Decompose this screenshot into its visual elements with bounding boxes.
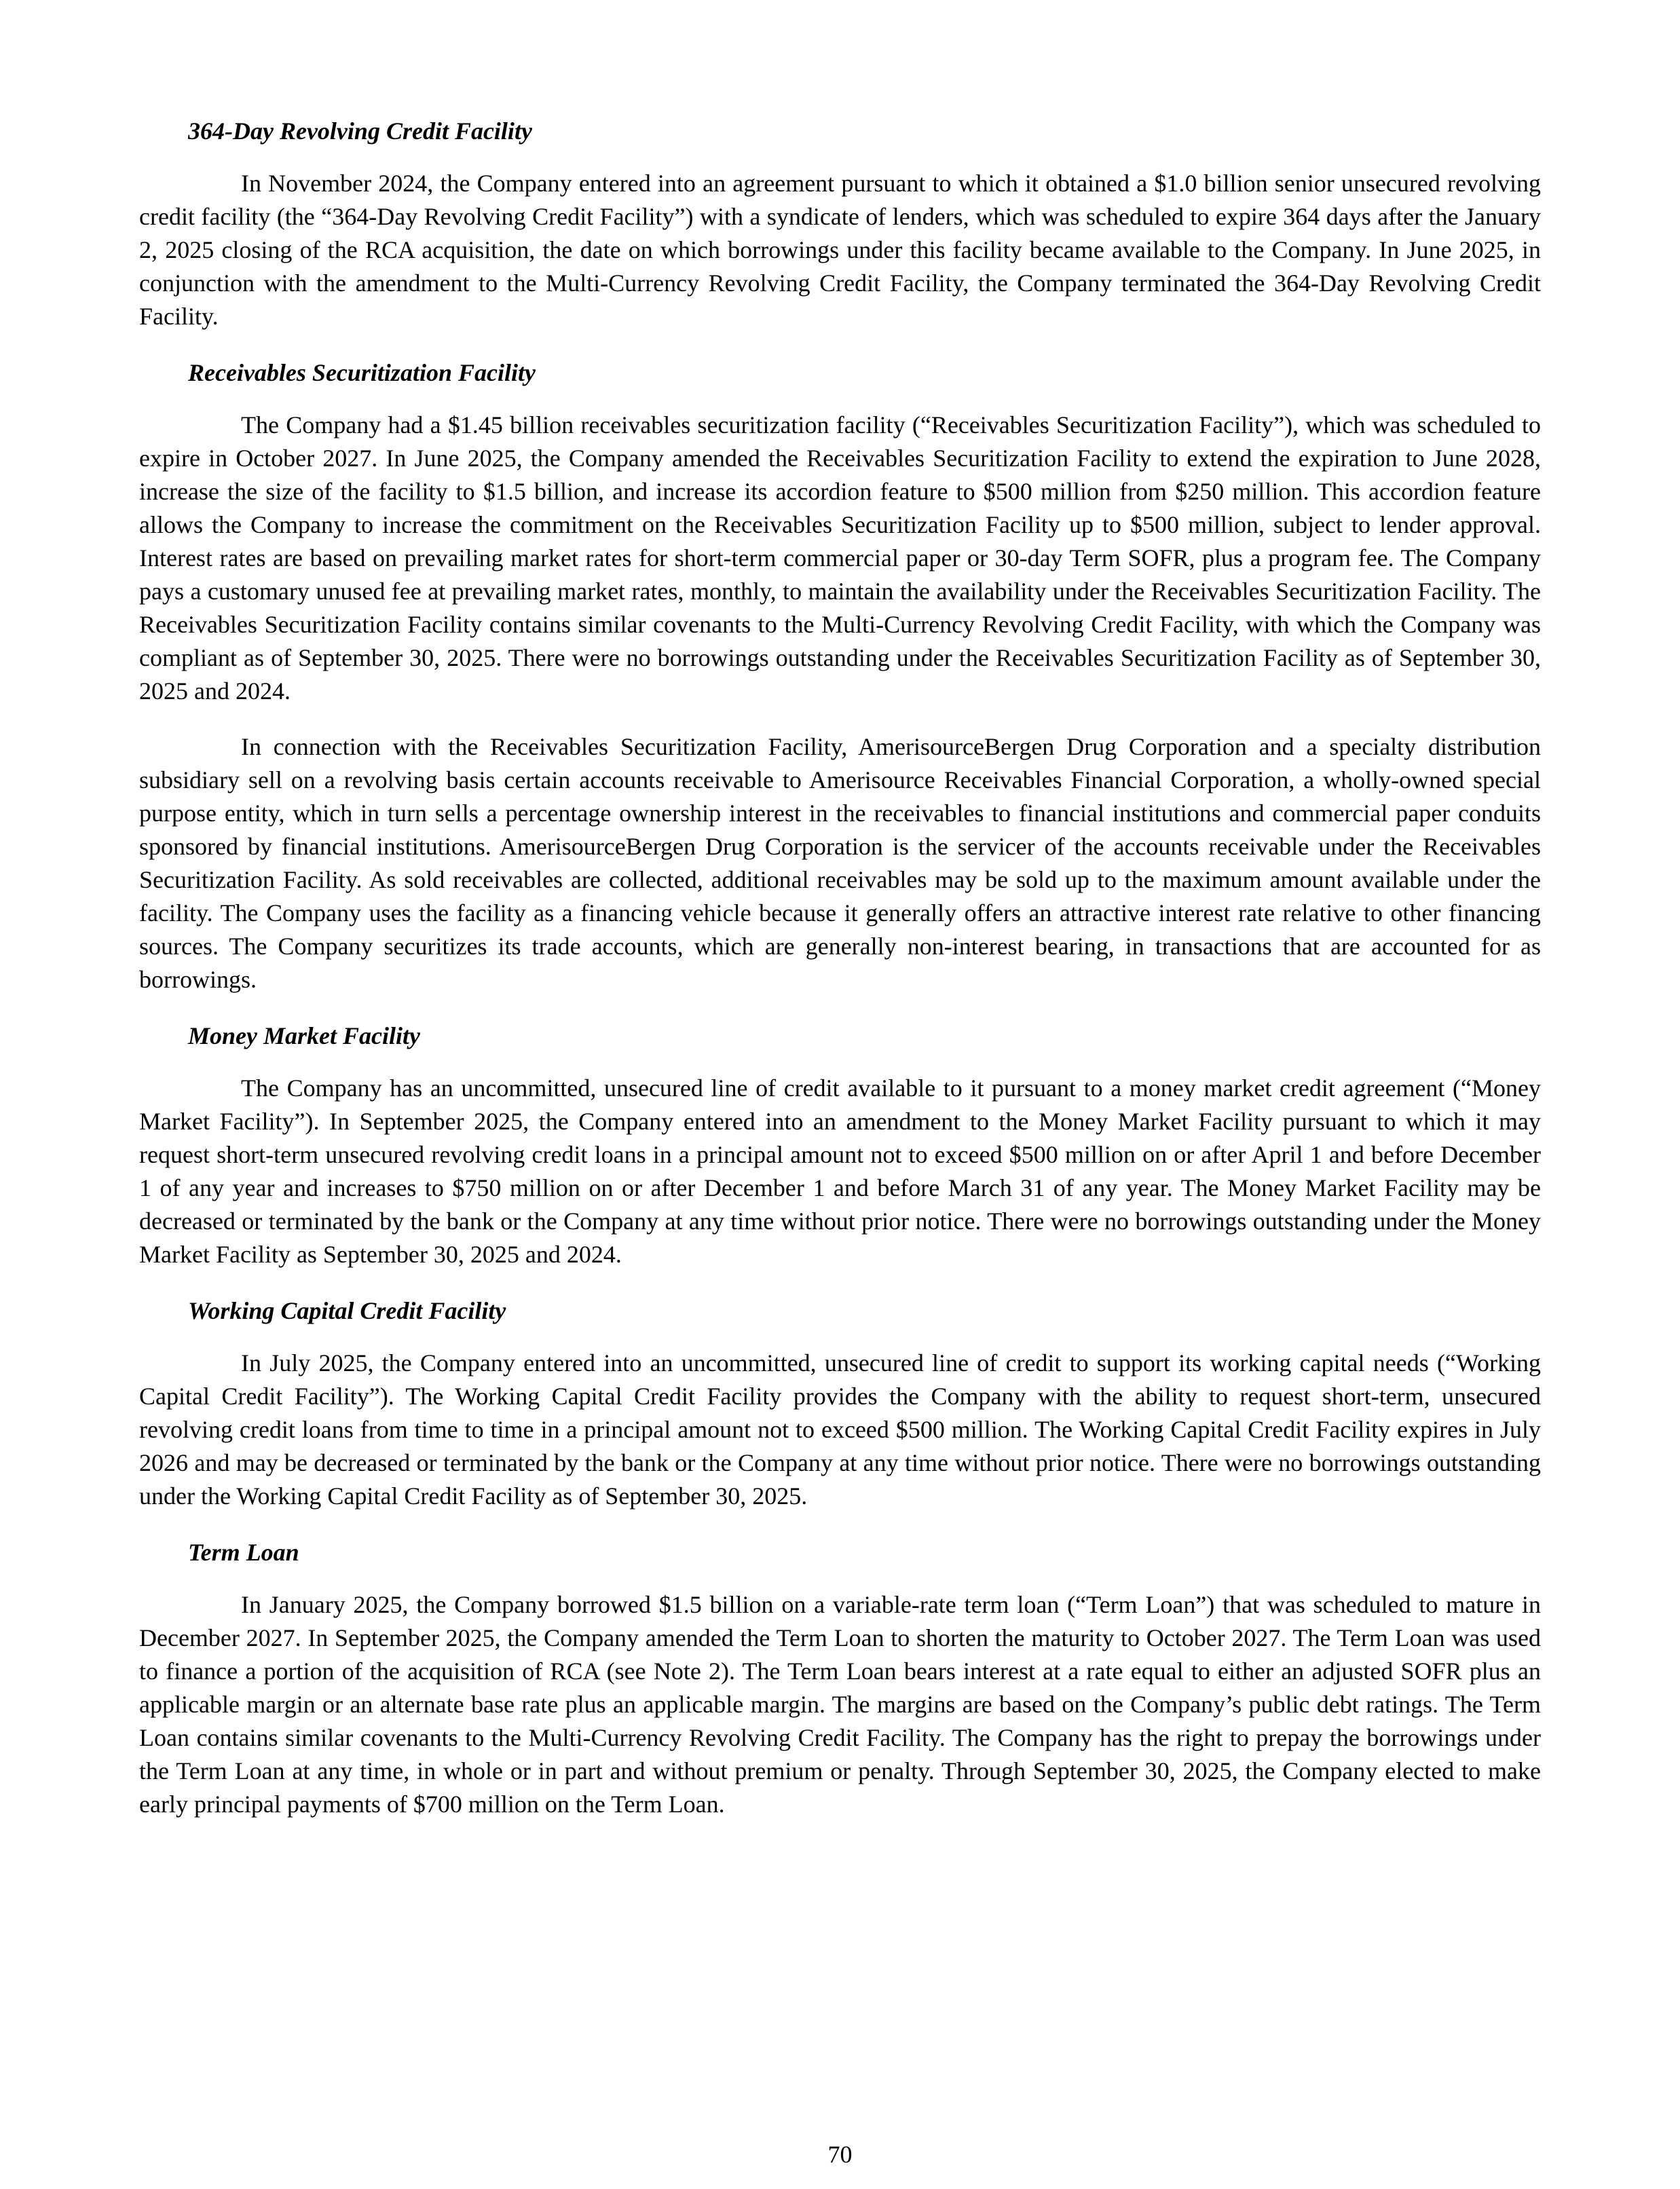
section-heading-364-day-facility: 364-Day Revolving Credit Facility: [188, 117, 532, 145]
section-heading-working-capital: Working Capital Credit Facility: [188, 1297, 506, 1324]
section-heading-money-market: Money Market Facility: [188, 1022, 420, 1049]
paragraph-term-loan: In January 2025, the Company borrowed $1.5 billion on a variable-rate term loan (“Term Loan”) that was scheduled to mature in December 2027. In September 2025, the Company amended the Term Loan to shorten the maturity to October 2027. The Term Loan was used to finance a portion of the acquisition of RCA (see Note 2). The Term Loan bears interest at a rate equal to either an adjusted SOFR plus an applicable margin or an alternate base rate plus an applicable margin. The margins are based on the Company’s public debt ratings. The Term Loan contains similar covenants to the Multi-Currency Revolving Credit Facility. The Company has the right to prepay the borrowings under the Term Loan at any time, in whole or in part and without premium or penalty. Through September 30, 2025, the Company elected to make early principal payments of $700 million on the Term Loan.: [139, 1591, 1541, 1818]
page-number: 70: [827, 2141, 853, 2168]
section-heading-term-loan: Term Loan: [188, 1539, 299, 1566]
section-heading-receivables-securitization: Receivables Securitization Facility: [188, 359, 536, 386]
document-body: [139, 114, 1541, 1844]
paragraph-money-market: The Company has an uncommitted, unsecured line of credit available to it pursuant to a money market credit agreement (“Money Market Facility”). In September 2025, the Company entered into an amendment to the Money Market Facility pursuant to which it may request short-term unsecured revolving credit loans in a principal amount not to exceed $500 million on or after April 1 and before December 1 of any year and increases to $750 million on or after December 1 and before March 31 of any year. The Money Market Facility may be decreased or terminated by the bank or the Company at any time without prior notice. There were no borrowings outstanding under the Money Market Facility as September 30, 2025 and 2024.: [139, 1074, 1541, 1268]
paragraph-receivables-securitization-2: In connection with the Receivables Securitization Facility, AmerisourceBergen Drug Corporation and a specialty distribution subsidiary sell on a revolving basis certain accounts receivable to Amerisource Receivables Financial Corporation, a wholly-owned special purpose entity, which in turn sells a percentage ownership interest in the receivables to financial institutions and commercial paper conduits sponsored by financial institutions. AmerisourceBergen Drug Corporation is the servicer of the accounts receivable under the Receivables Securitization Facility. As sold receivables are collected, additional receivables may be sold up to the maximum amount available under the facility. The Company uses the facility as a financing vehicle because it generally offers an attractive interest rate relative to other financing sources. The Company securitizes its trade accounts, which are generally non-interest bearing, in transactions that are accounted for as borrowings.: [139, 733, 1541, 993]
paragraph-receivables-securitization-1: The Company had a $1.45 billion receivables securitization facility (“Receivables Securitization Facility”), which was scheduled to expire in October 2027. In June 2025, the Company amended the Receivables Securitization Facility to extend the expiration to June 2028, increase the size of the facility to $1.5 billion, and increase its accordion feature to $500 million from $250 million. This accordion feature allows the Company to increase the commitment on the Receivables Securitization Facility up to $500 million, subject to lender approval. Interest rates are based on prevailing market rates for short-term commercial paper or 30-day Term SOFR, plus a program fee. The Company pays a customary unused fee at prevailing market rates, monthly, to maintain the availability under the Receivables Securitization Facility. The Receivables Securitization Facility contains similar covenants to the Multi-Currency Revolving Credit Facility, with which the Company was compliant as of September 30, 2025. There were no borrowings outstanding under the Receivables Securitization Facility as of September 30, 2025 and 2024.: [139, 411, 1541, 705]
paragraph-working-capital: In July 2025, the Company entered into an uncommitted, unsecured line of credit to support its working capital needs (“Working Capital Credit Facility”). The Working Capital Credit Facility provides the Company with the ability to request short-term, unsecured revolving credit loans from time to time in a principal amount not to exceed $500 million. The Working Capital Credit Facility expires in July 2026 and may be decreased or terminated by the bank or the Company at any time without prior notice. There were no borrowings outstanding under the Working Capital Credit Facility as of September 30, 2025.: [139, 1349, 1541, 1510]
paragraph-364-day-facility: In November 2024, the Company entered into an agreement pursuant to which it obtained a $1.0 billion senior unsecured revolving credit facility (the “364-Day Revolving Credit Facility”) with a syndicate of lenders, which was scheduled to expire 364 days after the January 2, 2025 closing of the RCA acquisition, the date on which borrowings under this facility became available to the Company. In June 2025, in conjunction with the amendment to the Multi-Currency Revolving Credit Facility, the Company terminated the 364-Day Revolving Credit Facility.: [139, 170, 1541, 330]
